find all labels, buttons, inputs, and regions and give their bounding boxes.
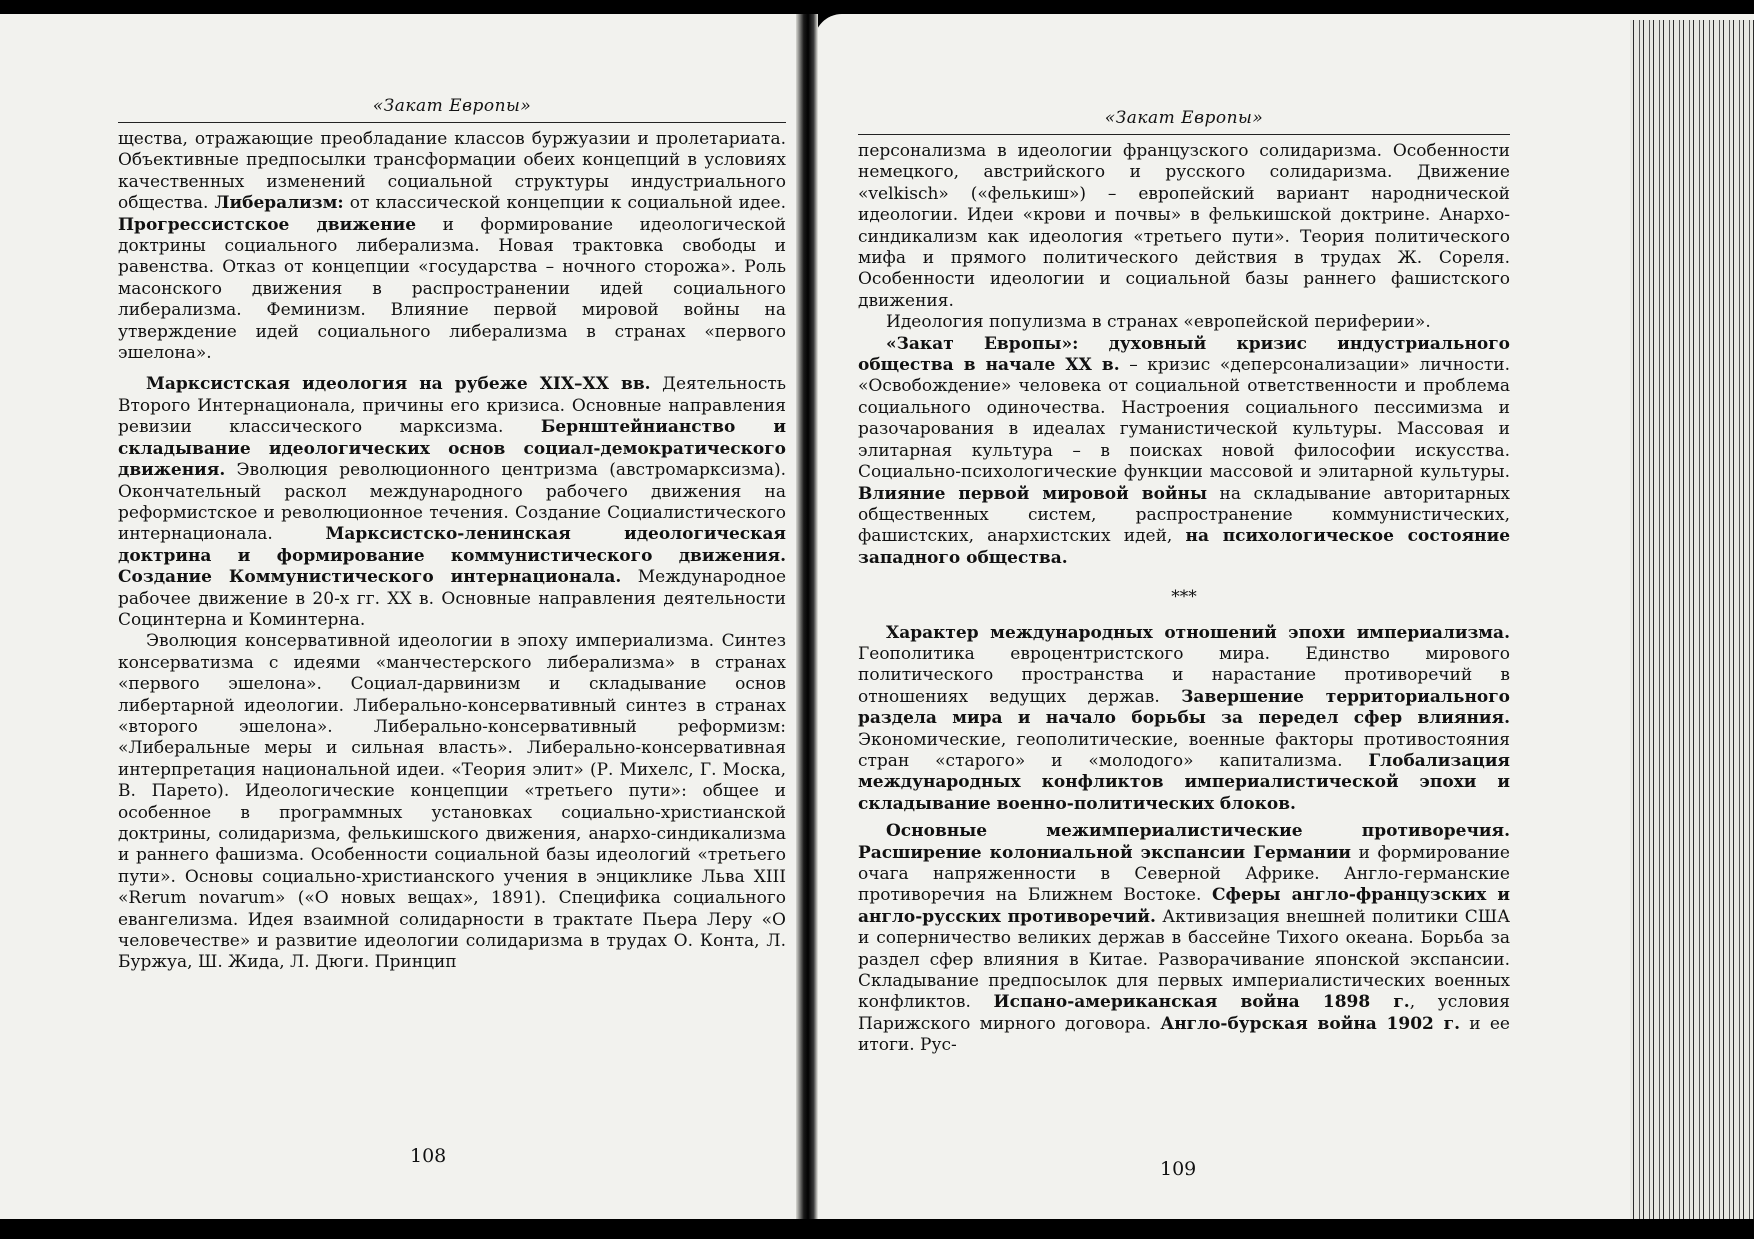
- text-segment: Деятельность Второго Интернационала, причины его кризиса. Основные направления ревизии классического марксизма.: [118, 374, 786, 438]
- text-segment: щества, отражающие преобладание классов буржуазии и пролетариата. Объективные предпосылки трансформации обеих концепций в условиях качественных изменений социальной структуры индустриального общества.: [118, 129, 786, 214]
- text-segment: – кризис «деперсонализации» личности. «Освобождение» человека от социальной ответственности и проблема социального одиночества. Настроения социального пессимизма и разочарования в идеалах гуманистической культуры. Массовая и элитарная культура – в поисках новой философии искусства. Социально-психологические функции массовой и элитарной культуры.: [858, 355, 1510, 483]
- bold-text-segment: Марксистско-ленинская идеологическая доктрина и формирование коммунистического движения. Создание Коммунистического интернационала.: [118, 524, 786, 588]
- bold-text-segment: Марксистская идеология на рубеже XIX–XX вв.: [146, 374, 651, 395]
- left-page-number: 108: [410, 1145, 447, 1167]
- bold-text-segment: Либерализм:: [214, 193, 344, 214]
- text-segment: Активизация внешней политики США и соперничество великих держав в бассейне Тихого океана. Борьба за раздел сфер влияния в Китае. Разворачивание японской экспансии. Складывание предпосылок для первых империалистических военных конфликтов.: [858, 906, 1510, 1013]
- left-running-head: «Закат Европы»: [372, 96, 532, 116]
- bold-text-segment: Глобализация международных конфликтов империалистической эпохи и складывание военно-политических блоков.: [858, 750, 1510, 814]
- right-page-content: [858, 108, 1510, 1057]
- right-paragraph-2: [858, 312, 1510, 333]
- text-segment: Идеология популизма в странах «европейской периферии».: [886, 312, 1431, 333]
- text-segment: Экономические, геополитические, военные факторы противостояния стран «старого» и «молодого» капитализма.: [858, 729, 1510, 771]
- bold-text-segment: Бернштейнианство и складывание идеологических основ социал-демократического движения.: [118, 417, 786, 481]
- text-segment: Геополитика евроцентристского мира. Единство мирового политического пространства и нарастание противоречий в отношениях ведущих держав.: [858, 643, 1510, 707]
- section-separator: ***: [1171, 587, 1197, 608]
- bold-text-segment: Сферы англо-французских и англо-русских противоречий.: [858, 885, 1510, 927]
- bold-text-segment: Англо-бурская война 1902 г.: [1160, 1013, 1460, 1034]
- book-spine: [796, 14, 818, 1219]
- right-paragraph-1: [858, 141, 1510, 312]
- left-paragraph-3: [118, 631, 786, 974]
- left-page-content: [118, 96, 786, 974]
- right-running-head: «Закат Европы»: [1104, 108, 1264, 128]
- paragraph-gap: [118, 364, 786, 374]
- bold-text-segment: Характер международных отношений эпохи империализма.: [886, 622, 1510, 643]
- right-body-text: [858, 141, 1510, 1057]
- text-segment: Эволюция революционного центризма (австромарксизма). Окончательный раскол международного рабочего движения на реформистское и революционное течения. Создание Социалистического интернационала.: [118, 460, 786, 545]
- text-segment: и формирование идеологической доктрины социального либерализма. Новая трактовка свободы и равенства. Отказ от концепции «государства – ночного сторожа». Роль масонского движения в распространении идей социального либерализма. Феминизм. Влияние первой мировой войны на утверждение идей социального либерализма в странах «первого эшелона».: [118, 214, 786, 364]
- left-paragraph-2: [118, 374, 786, 631]
- text-segment: , условия Парижского мирного договора.: [858, 992, 1510, 1034]
- left-body-text: [118, 129, 786, 974]
- right-paragraph-4: [858, 623, 1510, 816]
- page-edges: [1630, 20, 1754, 1219]
- text-segment: на складывание авторитарных общественных систем, распространение коммунистических, фашистских, анархистских идей,: [858, 483, 1510, 547]
- right-header-rule: [858, 134, 1510, 135]
- left-header-rule: [118, 122, 786, 123]
- text-segment: и формирование очага напряженности в Северной Африке. Англо-германские противоречия на Ближнем Востоке.: [858, 842, 1510, 906]
- text-segment: Эволюция консервативной идеологии в эпоху империализма. Синтез консерватизма с идеями «манчестерского либерализма» в странах «первого эшелона». Социал-дарвинизм и складывание основ либертарной идеологии. Либерально-консервативный синтез в странах «второго эшелона». Либерально-консервативный реформизм: «Либеральные меры и сильная власть». Либерально-консервативная интерпретация национальной идеи. «Теория элит» (Р. Михелс, Г. Моска, В. Парето). Идеологические концепции «третьего пути»: общее и особенное в программных установках социально-христианской доктрины, солидаризма, фелькишского движения, анархо-синдикализма и раннего фашизма. Особенности социальной базы идеологий «третьего пути». Основы социально-христианского учения в энциклике Льва XIII «Rerum novarum» («О новых вещах», 1891). Специфика социального евангелизма. Идея взаимной солидарности в трактате Пьера Леру «О человечестве» и развитие идеологии солидаризма в трудах О. Конта, Л. Буржуа, Ш. Жида, Л. Дюги. Принцип: [118, 631, 786, 973]
- text-segment: Международное рабочее движение в 20-х гг. XX в. Основные направления деятельности Социнтерна и Коминтерна.: [118, 567, 786, 630]
- bold-text-segment: Влияние первой мировой войны: [858, 483, 1208, 504]
- right-page-number: 109: [1160, 1158, 1197, 1180]
- text-segment: от классической концепции к социальной идее.: [343, 193, 786, 214]
- right-paragraph-3: [858, 334, 1510, 569]
- bold-text-segment: Завершение территориального раздела мира и начало борьбы за передел сфер влияния.: [858, 686, 1510, 729]
- bold-text-segment: Основные межимпериалистические противоречия. Расширение колониальной экспансии Германии: [858, 821, 1510, 863]
- bold-text-segment: Прогрессистское движение: [118, 214, 417, 235]
- bold-text-segment: на психологическое состояние западного общества.: [858, 526, 1511, 568]
- right-paragraph-5: [858, 821, 1510, 1056]
- bold-text-segment: Испано-американская война 1898 г.: [993, 992, 1410, 1013]
- bold-text-segment: «Закат Европы»: духовный кризис индустриального общества в начале XX в.: [858, 333, 1510, 376]
- left-paragraph-1: [118, 129, 786, 364]
- text-segment: и ее итоги. Рус-: [858, 1013, 1510, 1056]
- text-segment: персонализма в идеологии французского солидаризма. Особенности немецкого, австрийского и русского солидаризма. Движение «velkisch» («фелькиш») – европейский вариант народнической идеологии. Идеи «крови и почвы» в фелькишской доктрине. Анархо-синдикализм как идеология «третьего пути». Теория политического мифа и прямого политического действия в трудах Ж. Сореля. Особенности идеологии и социальной базы раннего фашистского движения.: [858, 141, 1510, 311]
